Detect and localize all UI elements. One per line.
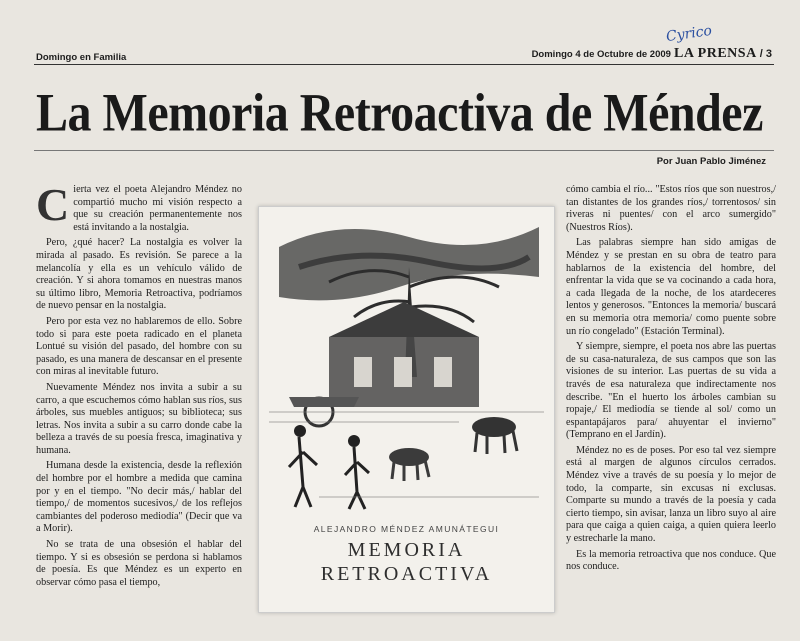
handwritten-note: Cyrico [665,22,713,46]
article-headline: La Memoria Retroactiva de Méndez [36,83,763,143]
drop-cap: C [36,184,70,230]
book-author: ALEJANDRO MÉNDEZ AMUNÁTEGUI [313,524,500,534]
article-column-left [36,184,242,614]
page-number: 3 [765,48,772,60]
paragraph: Y siempre, siempre, el poeta nos abre las puertas de su casa-naturaleza, de sus campos que son las visiones de su interior. Las puertas de su vida a través de esa naturaleza que indirectamente nos describe. "En el huerto los árboles cambian su ropaje,/ El mediodía se tiende al sol/ como un espantapájaros para/ ahuyentar el invierno" (Temprano en el Jardín). [566,341,776,441]
book-title-line2: RETROACTIVA [320,563,493,585]
paragraph: Nuevamente Méndez nos invita a subir a su carro, a que escuchemos cómo hablan sus ríos, sus árboles, sus muebles antiguos; su biblioteca; sus letras. Nos invita a subir a su carro donde cabe la belleza a través de su poesía fresca, imaginativa y humana. [36,381,242,456]
section-name: Domingo en Familia [36,52,127,63]
book-title-line1: MEMORIA [347,539,466,561]
issue-date: Domingo 4 de Octubre de 2009 [531,49,671,60]
paragraph: Méndez no es de poses. Por eso tal vez siempre está al margen de algunos círculos cerrados. Méndez vive a través de su poesía y lo mejor de todo, la comparte, sin excusas ni exclusas. Comparte su mundo a través de la poesía y cada cierto tiempo, sin avisar, lanza un libro suyo al aire para que caiga a quien caiga, a quien quiera leerlo y estrecharle la mano. [566,444,776,545]
paragraph: ierta vez el poeta Alejandro Méndez no compartió mucho mi visión respecto a que su creación permanentemente nos está invitando a la nostalgia. [73,184,242,233]
paragraph: Es la memoria retroactiva que nos conduce. Que nos conduce. [566,548,776,573]
publication-name: LA PRENSA [674,46,757,61]
paragraph: Pero, ¿qué hacer? La nostalgia es volver la mirada al pasado. Es revisión. Se parece a la melancolía y ella es un vehículo válido de creación. Y si ahora tomamos en nuestras manos su último libro, Memoria Retroactiva, podríamos de nuevo pensar en la nostalgia. [36,237,242,312]
article-byline: Por Juan Pablo Jiménez [656,156,766,167]
header-separator: / [759,48,763,60]
headline-rule [34,150,774,151]
paragraph: cómo cambia el río... "Estos ríos que son nuestros,/ tan distantes de los grandes ríos,/ torrentosos/ sin riveras ni puentes/ con el arco sumergido" (Nuestros Ríos). [566,184,776,233]
header-rule [34,64,774,65]
page-header-info [532,46,772,62]
engraving-scene-icon [259,207,554,517]
paragraph: Las palabras siempre han sido amigas de Méndez y se prestan en su obra de teatro para hablarnos de la existencia del hombre, del enfrentar la vida que se va cocinando a cada hora, a cada llegada de la noche, de los atardeceres lentos y generosos. "Entonces la memoria/ buscará en su memoria otra memoria/ como puente sobre un río congelado" (Estación Terminal). [566,237,776,337]
book-cover-image [258,206,555,613]
paragraph: Humana desde la existencia, desde la reflexión del hombre por el hombre a medida que camina por y en el tiempo. "No decir más,/ hablar del tiempo,/ de momentos sucesivos,/ de los reflejos cambiantes del poderoso mediodía" (Decir que va a Morir). [36,460,242,535]
paragraph: Pero por esta vez no hablaremos de ello. Sobre todo si para este poeta radicado en el planeta Lontué su visión del pasado, del hombre con su pasado, es una manera de descansar en el presente con miras al inevitable futuro. [36,315,242,378]
paragraph: No se trata de una obsesión el hablar del tiempo. Y si es obsesión se perdona si hablamos de poesía. Es que Méndez es un experto en observar cómo pasa el tiempo, [36,539,242,588]
article-column-right [566,184,776,614]
